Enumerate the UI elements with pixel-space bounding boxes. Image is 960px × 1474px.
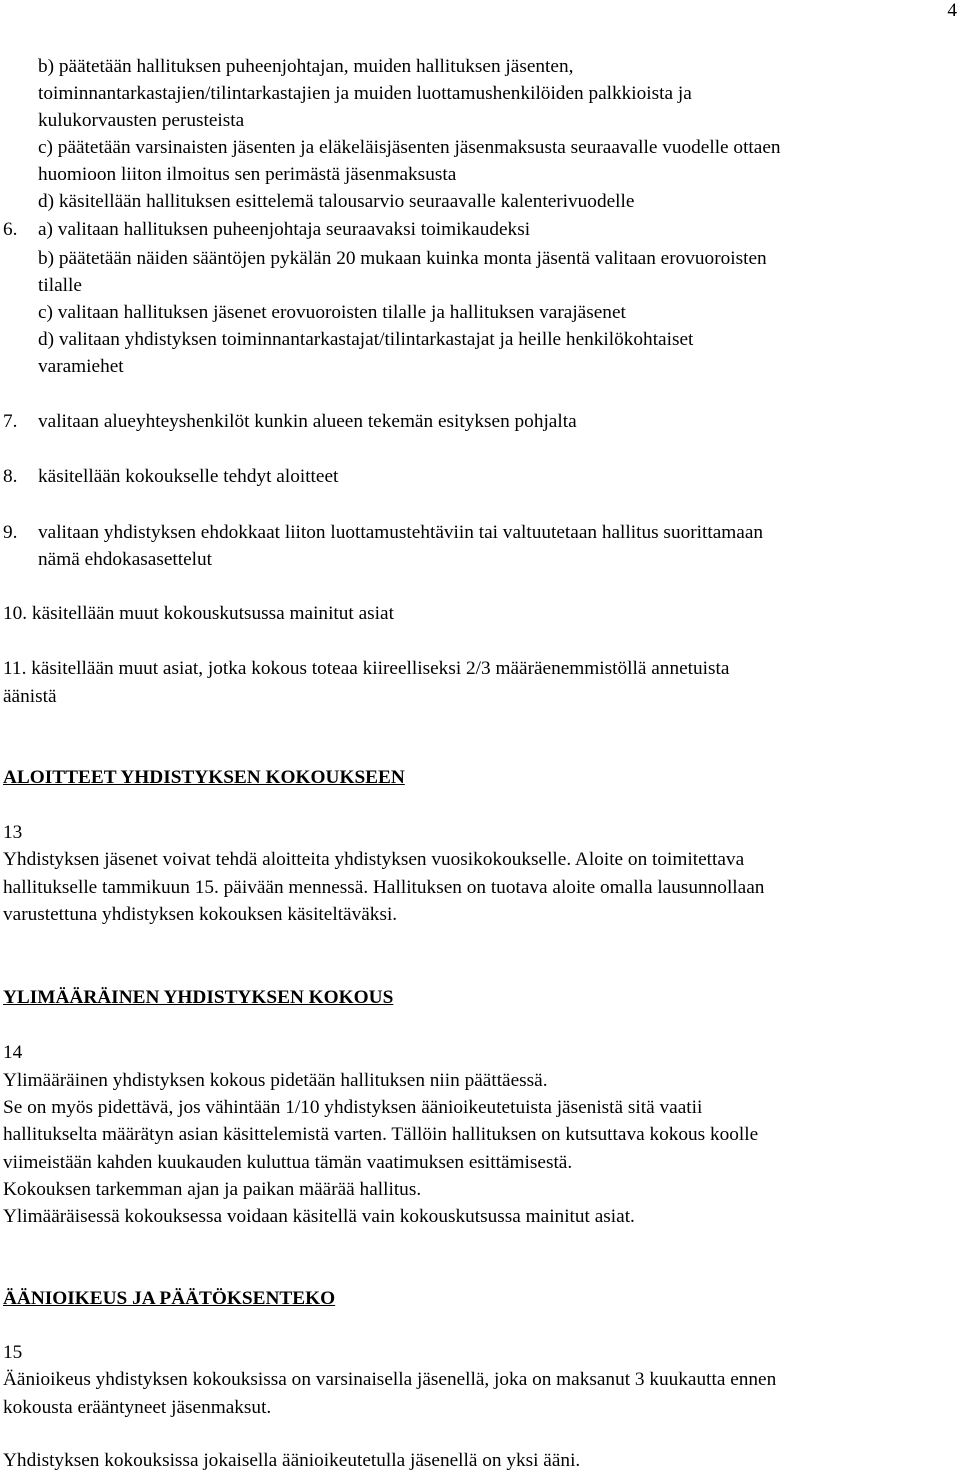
section-number: 15 xyxy=(3,1342,23,1363)
section-number: 13 xyxy=(3,822,23,843)
section-number: 14 xyxy=(3,1042,23,1063)
paragraph-line: Yhdistyksen jäsenet voivat tehdä aloitteita yhdistyksen vuosikokoukselle. Aloite on toimitettava xyxy=(3,849,745,870)
agenda-line: d) käsitellään hallituksen esittelemä talousarvio seuraavalle kalenterivuodelle xyxy=(38,191,635,212)
agenda-line: d) valitaan yhdistyksen toiminnantarkastajat/tilintarkastajat ja heille henkilökohtaiset xyxy=(38,329,694,350)
paragraph-line: Kokouksen tarkemman ajan ja paikan määrää hallitus. xyxy=(3,1179,422,1200)
paragraph-line: varustettuna yhdistyksen kokouksen käsiteltäväksi. xyxy=(3,904,398,925)
agenda-line: b) päätetään näiden sääntöjen pykälän 20 mukaan kuinka monta jäsentä valitaan erovuoroisten xyxy=(38,248,767,269)
agenda-line: 10. käsitellään muut kokouskutsussa mainitut asiat xyxy=(3,603,394,624)
section-heading: ALOITTEET YHDISTYKSEN KOKOUKSEEN xyxy=(3,767,405,788)
agenda-line: varamiehet xyxy=(38,356,124,377)
agenda-line: nämä ehdokasasettelut xyxy=(38,549,213,570)
agenda-line: a) valitaan hallituksen puheenjohtaja seuraavaksi toimikaudeksi xyxy=(38,219,531,240)
agenda-line: valitaan yhdistyksen ehdokkaat liiton luottamustehtäviin tai valtuutetaan hallitus suorittamaan xyxy=(38,522,764,543)
item-number: 9. xyxy=(3,522,18,543)
agenda-line: 11. käsitellään muut asiat, jotka kokous toteaa kiireelliseksi 2/3 määräenemmistöllä annetuista xyxy=(3,658,730,679)
paragraph-line: hallitukselle tammikuun 15. päivään mennessä. Hallituksen on tuotava aloite omalla lausunnollaan xyxy=(3,877,765,898)
agenda-line: c) päätetään varsinaisten jäsenten ja eläkeläisjäsenten jäsenmaksusta seuraavalle vuodelle ottaen xyxy=(38,137,781,158)
agenda-line: b) päätetään hallituksen puheenjohtajan, muiden hallituksen jäsenten, xyxy=(38,56,574,77)
page-number: 4 xyxy=(947,0,957,21)
paragraph-line: Ylimääräinen yhdistyksen kokous pidetään hallituksen niin päättäessä. xyxy=(3,1070,548,1091)
paragraph-line: viimeistään kahden kuukauden kuluttua tämän vaatimuksen esittämisestä. xyxy=(3,1152,573,1173)
agenda-line: huomioon liiton ilmoitus sen perimästä jäsenmaksusta xyxy=(38,164,457,185)
paragraph-line: Äänioikeus yhdistyksen kokouksissa on varsinaisella jäsenellä, joka on maksanut 3 kuukautta ennen xyxy=(3,1369,777,1390)
item-number: 7. xyxy=(3,411,18,432)
section-heading: ÄÄNIOIKEUS JA PÄÄTÖKSENTEKO xyxy=(3,1288,336,1309)
agenda-line: kulukorvausten perusteista xyxy=(38,110,245,131)
item-number: 8. xyxy=(3,466,18,487)
agenda-line: valitaan alueyhteyshenkilöt kunkin alueen tekemän esityksen pohjalta xyxy=(38,411,577,432)
paragraph-line: hallitukselta määrätyn asian käsittelemistä varten. Tällöin hallituksen on kutsuttava kokous koolle xyxy=(3,1124,759,1145)
item-number: 6. xyxy=(3,219,18,240)
paragraph-line: kokousta erääntyneet jäsenmaksut. xyxy=(3,1397,272,1418)
agenda-line: c) valitaan hallituksen jäsenet erovuoroisten tilalle ja hallituksen varajäsenet xyxy=(38,302,626,323)
agenda-line: äänistä xyxy=(3,686,57,707)
agenda-line: käsitellään kokoukselle tehdyt aloitteet xyxy=(38,466,339,487)
section-heading: YLIMÄÄRÄINEN YHDISTYKSEN KOKOUS xyxy=(3,987,394,1008)
paragraph-line: Se on myös pidettävä, jos vähintään 1/10 yhdistyksen äänioikeutetuista jäsenistä sitä vaatii xyxy=(3,1097,703,1118)
agenda-line: tilalle xyxy=(38,275,82,296)
paragraph-line: Ylimääräisessä kokouksessa voidaan käsitellä vain kokouskutsussa mainitut asiat. xyxy=(3,1206,635,1227)
agenda-line: toiminnantarkastajien/tilintarkastajien ja muiden luottamushenkilöiden palkkioista ja xyxy=(38,83,692,104)
paragraph-line: Yhdistyksen kokouksissa jokaisella äänioikeutetulla jäsenellä on yksi ääni. xyxy=(3,1450,581,1471)
